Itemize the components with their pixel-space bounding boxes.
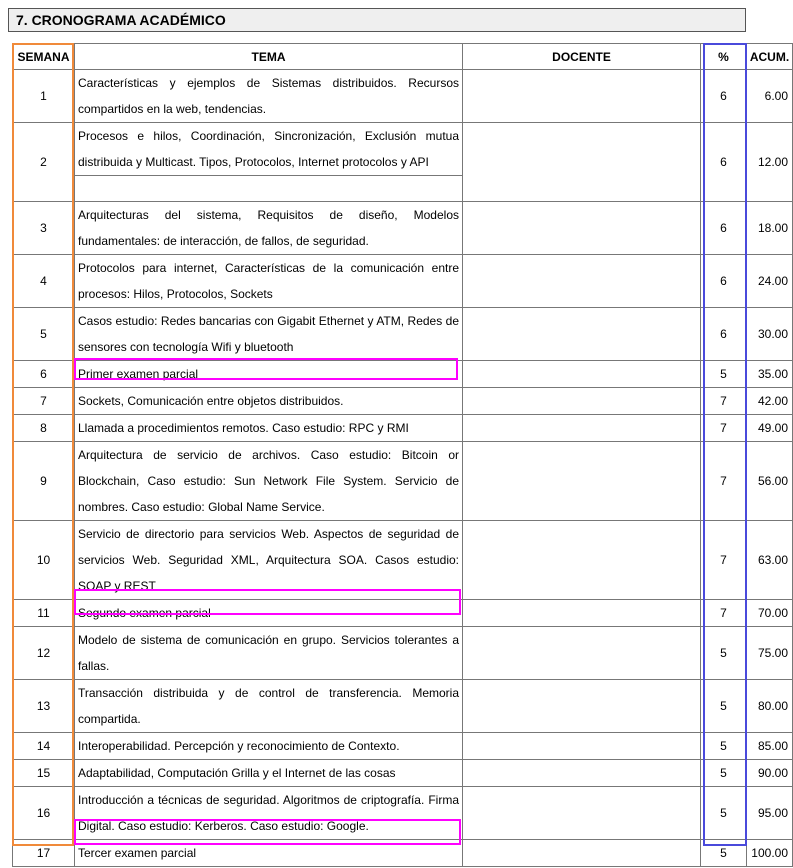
acum-cell: 80.00 (747, 680, 793, 733)
tema-cell (75, 600, 463, 627)
acum-cell: 75.00 (747, 627, 793, 680)
table-header-row (13, 44, 793, 70)
semana-cell: 11 (13, 600, 75, 627)
header-tema: TEMA (75, 44, 463, 70)
docente-cell (463, 733, 701, 760)
tema-text: Llamada a procedimientos remotos. Caso estudio: RPC y RMI (78, 421, 409, 435)
tema-text: Introducción a técnicas de seguridad. Algoritmos de criptografía. Firma Digital. Caso estudio: Kerberos. Caso estudio: Google. (78, 793, 459, 833)
pct-cell: 6 (701, 123, 747, 202)
acum-cell: 35.00 (747, 361, 793, 388)
acum-cell: 18.00 (747, 202, 793, 255)
pct-cell: 5 (701, 680, 747, 733)
tema-text: Servicio de directorio para servicios Web. Aspectos de seguridad de servicios Web. Seguridad XML, Arquitectura SOA. Casos estudio: SOAP y REST (78, 527, 459, 593)
table-row (13, 255, 793, 308)
tema-text: Modelo de sistema de comunicación en grupo. Servicios tolerantes a fallas. (78, 633, 459, 673)
semana-cell: 4 (13, 255, 75, 308)
table-row (13, 627, 793, 680)
table-row (13, 733, 793, 760)
tema-text: Casos estudio: Redes bancarias con Gigabit Ethernet y ATM, Redes de sensores con tecnología Wifi y bluetooth (78, 314, 459, 354)
pct-cell: 6 (701, 202, 747, 255)
pct-cell: 7 (701, 600, 747, 627)
tema-text: Arquitecturas del sistema, Requisitos de diseño, Modelos fundamentales: de interacción, de fallos, de seguridad. (78, 208, 459, 248)
docente-cell (463, 840, 701, 867)
docente-cell (463, 760, 701, 787)
docente-cell (463, 787, 701, 840)
tema-cell (75, 202, 463, 255)
tema-cell (75, 760, 463, 787)
header-pct: % (701, 44, 747, 70)
pct-cell: 7 (701, 415, 747, 442)
acum-cell: 63.00 (747, 521, 793, 600)
tema-text: Primer examen parcial (78, 367, 199, 381)
pct-cell: 5 (701, 361, 747, 388)
semana-cell: 7 (13, 388, 75, 415)
table-row (13, 308, 793, 361)
header-semana: SEMANA (13, 44, 75, 70)
tema-cell (75, 123, 463, 202)
docente-cell (463, 388, 701, 415)
table-row (13, 202, 793, 255)
acum-cell: 49.00 (747, 415, 793, 442)
section-title: 7. CRONOGRAMA ACADÉMICO (8, 8, 746, 32)
tema-text: Segundo examen parcial (78, 606, 211, 620)
pct-cell: 7 (701, 521, 747, 600)
tema-text: Procesos e hilos, Coordinación, Sincronización, Exclusión mutua distribuida y Multicast. Tipos, Protocolos, Internet protocolos y API (78, 129, 459, 169)
tema-cell (75, 308, 463, 361)
pct-cell: 5 (701, 840, 747, 867)
docente-cell (463, 521, 701, 600)
semana-cell: 10 (13, 521, 75, 600)
docente-cell (463, 202, 701, 255)
acum-cell: 6.00 (747, 70, 793, 123)
semana-cell: 2 (13, 123, 75, 202)
tema-text: Sockets, Comunicación entre objetos distribuidos. (78, 394, 344, 408)
tema-cell (75, 787, 463, 840)
pct-cell: 6 (701, 255, 747, 308)
tema-text: Transacción distribuida y de control de transferencia. Memoria compartida. (78, 686, 459, 726)
table-row (13, 787, 793, 840)
docente-cell (463, 361, 701, 388)
semana-cell: 12 (13, 627, 75, 680)
tema-cell (75, 361, 463, 388)
acum-cell: 100.00 (747, 840, 793, 867)
table-row (13, 123, 793, 202)
tema-cell (75, 388, 463, 415)
semana-cell: 1 (13, 70, 75, 123)
tema-cell (75, 415, 463, 442)
table-row (13, 760, 793, 787)
table-row (13, 600, 793, 627)
tema-cell (75, 627, 463, 680)
pct-cell: 5 (701, 787, 747, 840)
table-row (13, 680, 793, 733)
acum-cell: 24.00 (747, 255, 793, 308)
acum-cell: 30.00 (747, 308, 793, 361)
acum-cell: 95.00 (747, 787, 793, 840)
docente-cell (463, 442, 701, 521)
pct-cell: 5 (701, 627, 747, 680)
tema-cell (75, 840, 463, 867)
pct-cell: 7 (701, 442, 747, 521)
table-row (13, 361, 793, 388)
table-row (13, 442, 793, 521)
acum-cell: 85.00 (747, 733, 793, 760)
tema-text: Protocolos para internet, Características de la comunicación entre procesos: Hilos, Protocolos, Sockets (78, 261, 459, 301)
table-row (13, 521, 793, 600)
pct-cell: 5 (701, 760, 747, 787)
acum-cell: 42.00 (747, 388, 793, 415)
docente-cell (463, 415, 701, 442)
tema-cell (75, 680, 463, 733)
tema-cell (75, 255, 463, 308)
semana-cell: 15 (13, 760, 75, 787)
docente-cell (463, 70, 701, 123)
tema-text: Adaptabilidad, Computación Grilla y el Internet de las cosas (78, 766, 396, 780)
tema-text: Arquitectura de servicio de archivos. Caso estudio: Bitcoin or Blockchain, Caso estudio: Sun Network File System. Servicio de nombres. Caso estudio: Global Name Service. (78, 448, 459, 514)
tema-empty-subrow (75, 175, 462, 201)
docente-cell (463, 680, 701, 733)
tema-text: Interoperabilidad. Percepción y reconocimiento de Contexto. (78, 739, 400, 753)
pct-cell: 7 (701, 388, 747, 415)
docente-cell (463, 627, 701, 680)
semana-cell: 8 (13, 415, 75, 442)
acum-cell: 90.00 (747, 760, 793, 787)
docente-cell (463, 308, 701, 361)
tema-cell (75, 442, 463, 521)
semana-cell: 6 (13, 361, 75, 388)
tema-text: Características y ejemplos de Sistemas distribuidos. Recursos compartidos en la web, tendencias. (78, 76, 459, 116)
semana-cell: 9 (13, 442, 75, 521)
tema-cell (75, 521, 463, 600)
table-row (13, 840, 793, 867)
docente-cell (463, 123, 701, 202)
docente-cell (463, 255, 701, 308)
semana-cell: 16 (13, 787, 75, 840)
header-docente: DOCENTE (463, 44, 701, 70)
docente-cell (463, 600, 701, 627)
pct-cell: 5 (701, 733, 747, 760)
acum-cell: 12.00 (747, 123, 793, 202)
tema-cell (75, 733, 463, 760)
header-acum: ACUM. (747, 44, 793, 70)
table-row (13, 388, 793, 415)
semana-cell: 3 (13, 202, 75, 255)
semana-cell: 14 (13, 733, 75, 760)
pct-cell: 6 (701, 70, 747, 123)
tema-text: Tercer examen parcial (78, 846, 197, 860)
academic-schedule-table (12, 43, 793, 867)
pct-cell: 6 (701, 308, 747, 361)
acum-cell: 70.00 (747, 600, 793, 627)
tema-cell (75, 70, 463, 123)
table-row (13, 415, 793, 442)
acum-cell: 56.00 (747, 442, 793, 521)
semana-cell: 5 (13, 308, 75, 361)
semana-cell: 13 (13, 680, 75, 733)
semana-cell: 17 (13, 840, 75, 867)
table-row (13, 70, 793, 123)
